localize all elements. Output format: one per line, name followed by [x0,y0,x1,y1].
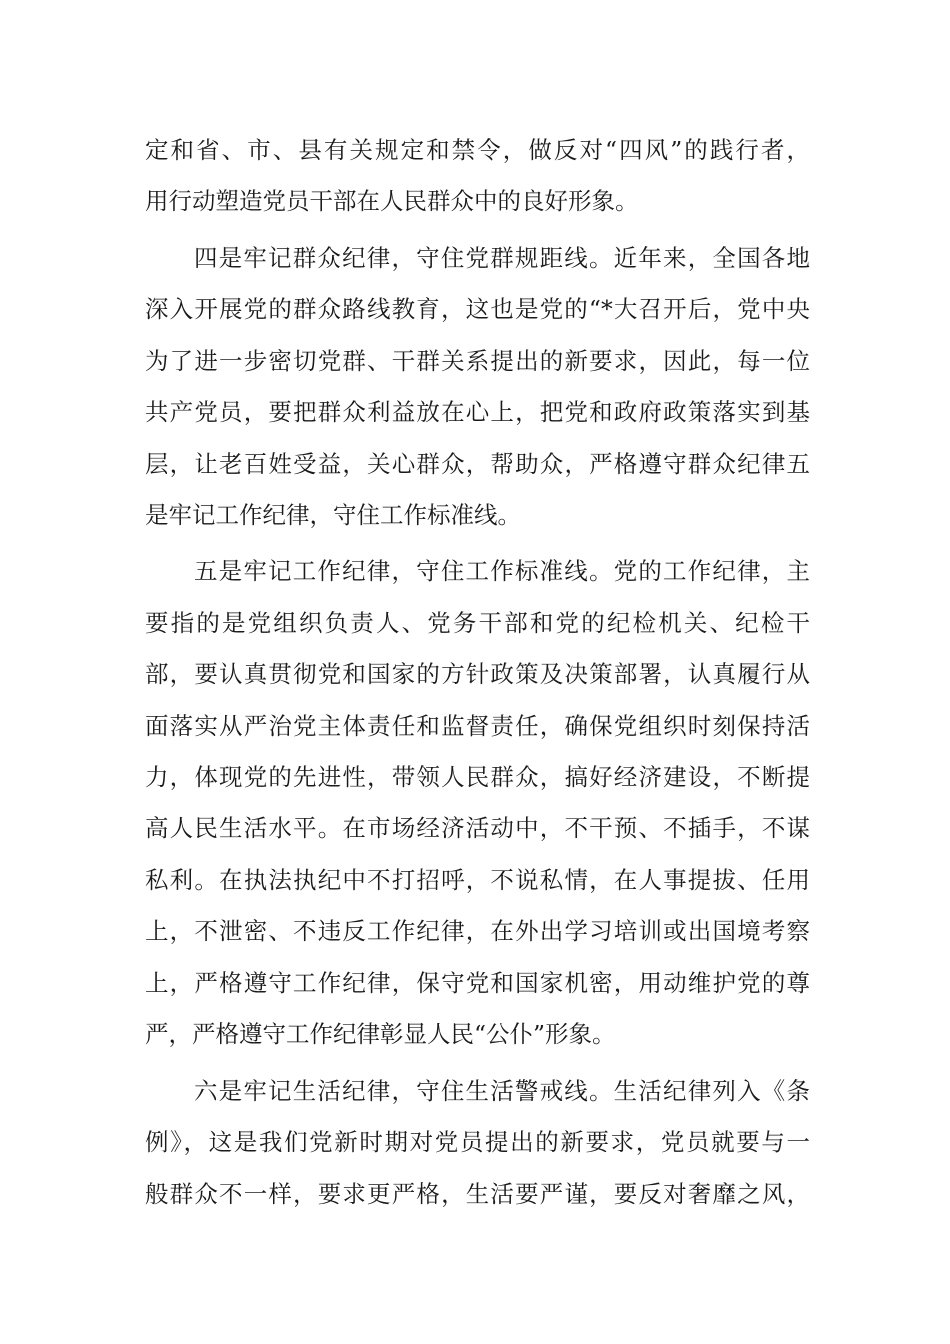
paragraph-start-line: 五是牢记工作纪律，守住工作标准线。党的工作纪律，主 [194,557,810,585]
text-line: 用行动塑造党员干部在人民群众中的良好形象。 [145,187,639,215]
text-line: 力，体现党的先进性，带领人民群众，搞好经济建设，不断提 [145,763,810,791]
text-line: 要指的是党组织负责人、党务干部和党的纪检机关、纪检干 [145,609,810,637]
paragraph-start-line: 四是牢记群众纪律，守住党群规距线。近年来，全国各地 [194,244,810,272]
text-line: 为了进一步密切党群、干群关系提出的新要求，因此，每一位 [145,347,810,375]
text-line: 面落实从严治党主体责任和监督责任，确保党组织时刻保持活 [145,712,810,740]
text-line: 层，让老百姓受益，关心群众，帮助众，严格遵守群众纪律五 [145,450,810,478]
text-line: 共产党员，要把群众利益放在心上，把党和政府政策落实到基 [145,398,810,426]
paragraph-start-line: 六是牢记生活纪律，守住生活警戒线。生活纪律列入《条 [194,1077,810,1105]
text-line: 高人民生活水平。在市场经济活动中，不干预、不插手，不谋 [145,814,810,842]
text-line: 是牢记工作纪律，守住工作标准线。 [145,501,521,529]
text-line: 般群众不一样，要求更严格，生活要严谨，要反对奢靡之风， [145,1180,810,1208]
text-line: 上，不泄密、不违反工作纪律，在外出学习培训或出国境考察 [145,917,810,945]
text-line: 部，要认真贯彻党和国家的方针政策及决策部署，认真履行从 [145,660,810,688]
text-line: 私利。在执法执纪中不打招呼，不说私情，在人事提拔、任用 [145,866,810,894]
text-line: 深入开展党的群众路线教育，这也是党的“*大召开后，党中央 [145,295,810,323]
text-line: 严，严格遵守工作纪律彰显人民“公仆”形象。 [145,1020,616,1048]
text-line: 定和省、市、县有关规定和禁令，做反对“四风”的践行者， [145,136,810,164]
text-line: 上，严格遵守工作纪律，保守党和国家机密，用动维护党的尊 [145,969,810,997]
text-line: 例》，这是我们党新时期对党员提出的新要求，党员就要与一 [145,1128,810,1156]
